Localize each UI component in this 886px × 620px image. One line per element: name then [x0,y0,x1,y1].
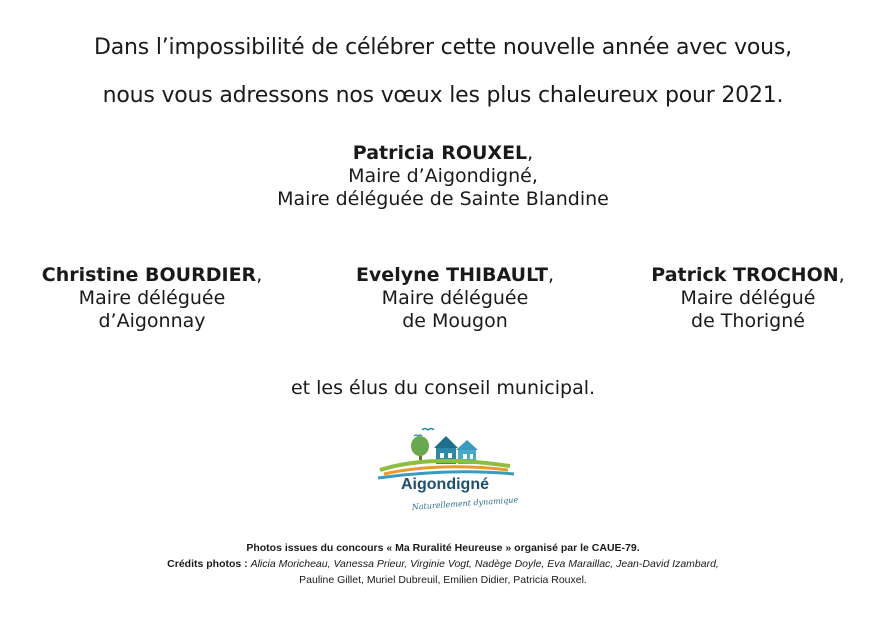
signatory-mougon [305,264,605,333]
main-signatory-role-2: Maire déléguée de Sainte Blandine [277,188,609,210]
signatory-name: Patrick TROCHON, [651,264,845,286]
signatory-thorigne [598,264,886,333]
signatory-aigonnay [2,264,302,333]
logo-name: Aigondigné [401,476,489,493]
signatory-role-1: Maire déléguée [381,287,529,309]
signatory-name: Evelyne THIBAULT, [355,264,555,286]
greeting-line-1: Dans l’impossibilité de célébrer cette nouvelle année avec vous, [94,35,792,60]
signatory-role-2: de Mougon [402,310,508,332]
photo-source-line: Photos issues du concours « Ma Ruralité Heureuse » organisé par le CAUE-79. [246,542,640,554]
logo-tagline: Naturellement dynamique [411,495,519,512]
closing-line: et les élus du conseil municipal. [290,377,596,399]
signatory-role-2: d’Aigonnay [98,310,206,332]
photo-credits-label: Crédits photos : [167,558,251,570]
photo-credits-line-2: Pauline Gillet, Muriel Dubreuil, Emilien Didier, Patricia Rouxel. [299,574,587,586]
photo-credits-line-1 [0,556,886,572]
main-signatory-role-1: Maire d’Aigondigné, [348,165,538,187]
signatory-role-2: de Thorigné [691,310,805,332]
aigondigne-logo [370,424,520,520]
main-signatory [0,142,886,211]
photo-credits-names-1: Alicia Moricheau, Vanessa Prieur, Virginie Vogt, Nadège Doyle, Eva Maraillac, Jean-David Izambard, [250,558,719,570]
signatory-name: Christine BOURDIER, [41,264,263,286]
greeting-line-2: nous vous adressons nos vœux les plus chaleureux pour 2021. [102,83,784,108]
signatory-role-1: Maire déléguée [78,287,226,309]
main-signatory-name: Patricia ROUXEL, [352,142,534,164]
signatory-role-1: Maire délégué [680,287,816,309]
logo-illustration-icon [370,424,520,480]
